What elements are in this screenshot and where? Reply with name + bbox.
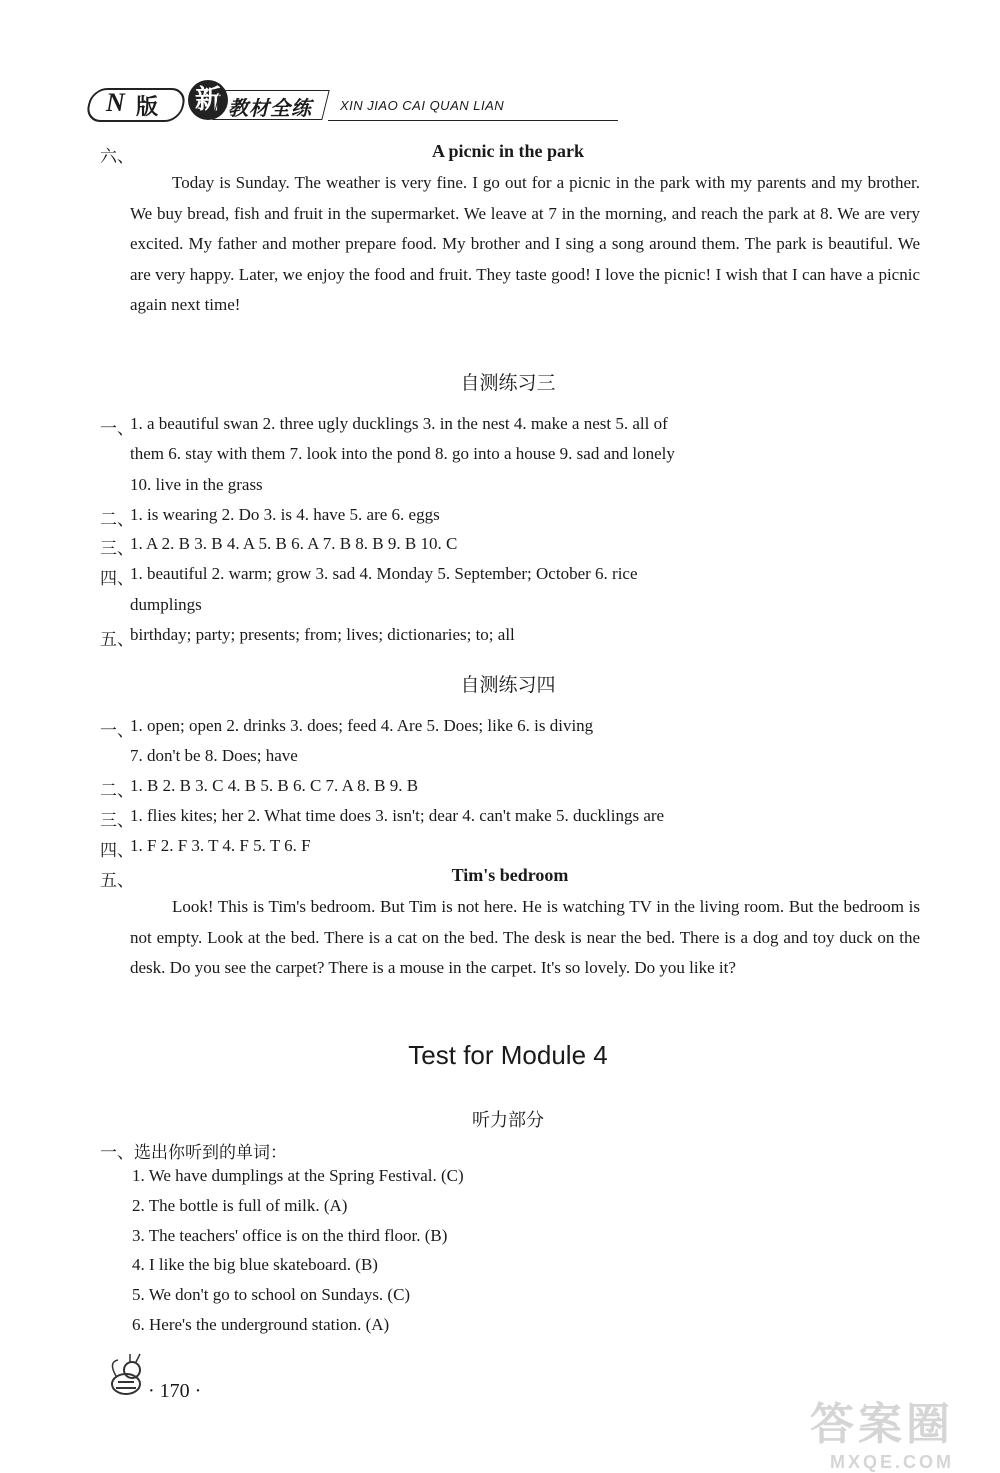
- watermark-url: MXQE.COM: [830, 1452, 955, 1472]
- list-item: 5. We don't go to school on Sundays. (C): [132, 1285, 411, 1304]
- answer-line: 1. open; open 2. drinks 3. does; feed 4. Are 5. Does; like 6. is diving: [130, 716, 594, 735]
- logo-ban: 版: [136, 95, 159, 120]
- q-number: 二、: [100, 510, 134, 530]
- watermark: [810, 1388, 990, 1472]
- answer-line: 1. flies kites; her 2. What time does 3. isn't; dear 4. can't make 5. ducklings are: [130, 806, 665, 825]
- list-item: 3. The teachers' office is on the third floor. (B): [132, 1226, 448, 1245]
- answer-line: 10. live in the grass: [130, 475, 263, 494]
- q-number: 五、: [100, 871, 134, 891]
- answer-line: 1. is wearing 2. Do 3. is 4. have 5. are 6. eggs: [130, 505, 440, 524]
- list-item: 4. I like the big blue skateboard. (B): [132, 1255, 378, 1274]
- question-title: 一、选出你听到的单词：: [100, 1143, 287, 1163]
- test3-heading: 自测练习三: [460, 372, 556, 394]
- list-item: 6. Here's the underground station. (A): [132, 1315, 390, 1334]
- header-subtitle: XIN JIAO CAI QUAN LIAN: [340, 98, 505, 113]
- passage-body: Today is Sunday. The weather is very fine. I go out for a picnic in the park with my parents and my brother. We buy bread, fish and fruit in the supermarket. We leave at 7 in the morning, and reach the park at 8. We are very excited. My father and mother prepare food. My brother and I sing a song around them. The park is beautiful. We are very happy. Later, we enjoy the food and fruit. They taste good! I love the picnic! I wish that I can have a picnic again next time!: [130, 173, 920, 314]
- list-item: 1. We have dumplings at the Spring Festival. (C): [132, 1166, 464, 1185]
- module-heading: Test for Module 4: [408, 1040, 608, 1070]
- logo-xin: 新: [188, 80, 228, 120]
- list-item: 2. The bottle is full of milk. (A): [132, 1196, 348, 1215]
- answer-line: them 6. stay with them 7. look into the pond 8. go into a house 9. sad and lonely: [130, 444, 675, 463]
- logo-jiaocai: 教材全练: [228, 96, 312, 120]
- passage-title: Tim's bedroom: [451, 865, 569, 885]
- listening-heading: 听力部分: [472, 1110, 544, 1131]
- header-rule: [328, 120, 618, 121]
- section-number: 六、: [100, 147, 134, 167]
- answer-line: 1. F 2. F 3. T 4. F 5. T 6. F: [130, 836, 311, 855]
- q-number: 四、: [100, 841, 134, 861]
- bee-mascot-icon: [102, 1352, 152, 1402]
- q-number: 二、: [100, 781, 134, 801]
- passage-title: A picnic in the park: [431, 141, 585, 161]
- answer-line: 1. a beautiful swan 2. three ugly ducklings 3. in the nest 4. make a nest 5. all of: [130, 414, 668, 433]
- header-logo: [88, 82, 538, 126]
- passage-text: [130, 892, 920, 984]
- passage-body: Look! This is Tim's bedroom. But Tim is not here. He is watching TV in the living room. But the bedroom is not empty. Look at the bed. There is a cat on the bed. The desk is near the bed. There is a dog and toy duck on the desk. Do you see the carpet? There is a mouse in the carpet. It's so lovely. Do you like it?: [130, 897, 920, 977]
- answer-line: 1. B 2. B 3. C 4. B 5. B 6. C 7. A 8. B 9. B: [130, 776, 419, 795]
- page-number: · 170 ·: [148, 1380, 202, 1402]
- answer-line: birthday; party; presents; from; lives; dictionaries; to; all: [130, 625, 515, 644]
- q-number: 四、: [100, 569, 134, 589]
- q-number: 五、: [100, 630, 134, 650]
- answer-line: 1. A 2. B 3. B 4. A 5. B 6. A 7. B 8. B 9. B 10. C: [130, 534, 458, 553]
- q-number: 一、: [100, 419, 134, 439]
- answer-line: 7. don't be 8. Does; have: [130, 746, 298, 765]
- q-number: 三、: [100, 539, 134, 559]
- logo-n: N: [106, 88, 125, 117]
- q-number: 三、: [100, 811, 134, 831]
- answer-line: dumplings: [130, 595, 202, 614]
- q-number: 一、: [100, 721, 134, 741]
- answer-line: 1. beautiful 2. warm; grow 3. sad 4. Monday 5. September; October 6. rice: [130, 564, 638, 583]
- watermark-text: 答案圈: [810, 1399, 954, 1450]
- passage-text: [130, 168, 920, 321]
- test4-heading: 自测练习四: [460, 674, 556, 696]
